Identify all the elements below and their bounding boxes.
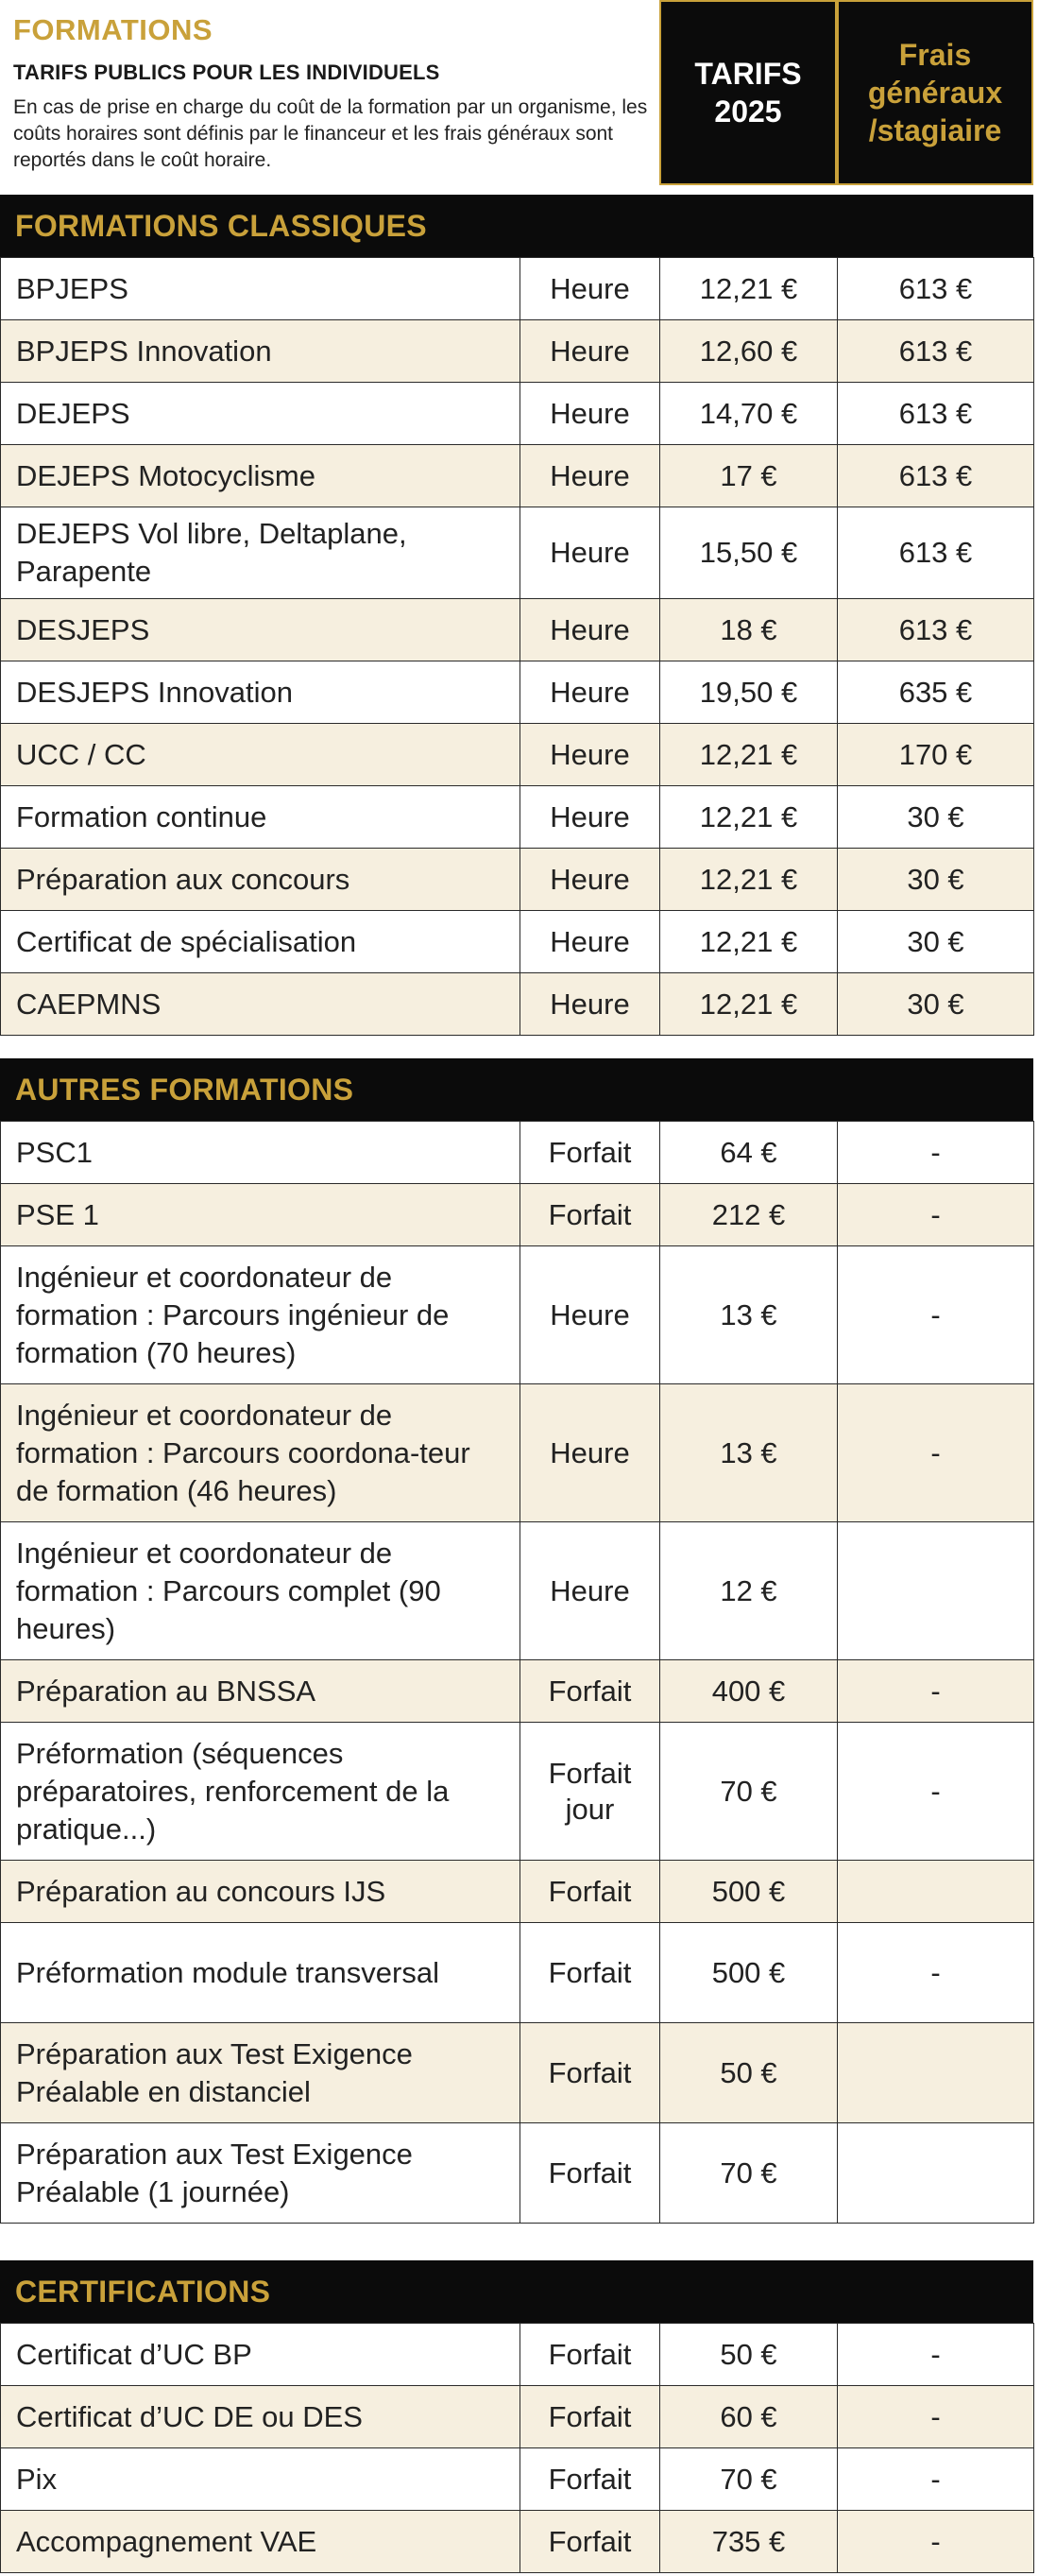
column-header-frais <box>837 0 1033 185</box>
row-name: DEJEPS Vol libre, Deltaplane, Parapente <box>1 507 520 599</box>
page-title: FORMATIONS <box>13 13 213 46</box>
row-name: Certificat d’UC BP <box>1 2324 520 2386</box>
row-fee <box>838 2123 1034 2224</box>
row-fee <box>838 2023 1034 2123</box>
row-name: Ingénieur et coordonateur de formation : Parcours complet (90 heures) <box>1 1522 520 1660</box>
row-unit: Forfait <box>520 2511 660 2573</box>
table-row <box>1 2023 1034 2123</box>
row-price: 12,21 € <box>660 973 838 1036</box>
row-fee: 170 € <box>838 724 1034 786</box>
row-name: Préparation aux concours <box>1 849 520 911</box>
row-price: 12 € <box>660 1522 838 1660</box>
row-price: 12,21 € <box>660 724 838 786</box>
row-price: 13 € <box>660 1246 838 1384</box>
table-row <box>1 724 1034 786</box>
row-name: Certificat de spécialisation <box>1 911 520 973</box>
row-fee: 613 € <box>838 507 1034 599</box>
row-price: 212 € <box>660 1184 838 1246</box>
row-price: 50 € <box>660 2023 838 2123</box>
row-name: Certificat d’UC DE ou DES <box>1 2386 520 2448</box>
table-row <box>1 1923 1034 2023</box>
table-row <box>1 383 1034 445</box>
row-unit: Forfait <box>520 1122 660 1184</box>
row-fee: - <box>838 1122 1034 1184</box>
row-name: UCC / CC <box>1 724 520 786</box>
table-row <box>1 2386 1034 2448</box>
section-certifications <box>0 2260 1033 2573</box>
table-formations-classiques <box>0 257 1034 1036</box>
row-price: 70 € <box>660 1723 838 1861</box>
section-title: CERTIFICATIONS <box>0 2260 1033 2323</box>
row-price: 12,21 € <box>660 849 838 911</box>
row-unit: Heure <box>520 258 660 320</box>
table-row <box>1 1246 1034 1384</box>
row-fee: - <box>838 1723 1034 1861</box>
row-name: Préparation au BNSSA <box>1 1660 520 1723</box>
table-row <box>1 2324 1034 2386</box>
column-header-frais-line3: /stagiaire <box>868 113 1002 147</box>
row-price: 12,60 € <box>660 320 838 383</box>
row-price: 12,21 € <box>660 911 838 973</box>
row-unit: Forfait <box>520 2386 660 2448</box>
row-name: Pix <box>1 2448 520 2511</box>
row-price: 60 € <box>660 2386 838 2448</box>
table-row <box>1 911 1034 973</box>
row-unit: Heure <box>520 507 660 599</box>
row-price: 12,21 € <box>660 786 838 849</box>
row-price: 50 € <box>660 2324 838 2386</box>
row-price: 500 € <box>660 1861 838 1923</box>
row-name: DESJEPS <box>1 599 520 661</box>
row-name: Préformation (séquences préparatoires, renforcement de la pratique...) <box>1 1723 520 1861</box>
row-unit: Heure <box>520 320 660 383</box>
table-row <box>1 258 1034 320</box>
row-name: Préformation module transversal <box>1 1923 520 2023</box>
column-header-tarifs-line1: TARIFS <box>694 57 802 91</box>
row-unit: Heure <box>520 911 660 973</box>
row-name: PSE 1 <box>1 1184 520 1246</box>
row-price: 70 € <box>660 2448 838 2511</box>
table-row <box>1 1184 1034 1246</box>
row-unit: Forfait <box>520 1861 660 1923</box>
row-fee: 635 € <box>838 661 1034 724</box>
table-row <box>1 445 1034 507</box>
page-description: En cas de prise en charge du coût de la formation par un organisme, les coûts horaires sont définis par le financeur et les frais généraux sont reportés dans le coût horaire. <box>13 96 648 171</box>
page-header <box>0 0 1039 185</box>
column-header-frais-line2: généraux <box>867 76 1003 110</box>
table-row <box>1 2448 1034 2511</box>
row-unit: Heure <box>520 1246 660 1384</box>
row-unit: Heure <box>520 1384 660 1522</box>
row-fee: - <box>838 2511 1034 2573</box>
row-fee: 30 € <box>838 911 1034 973</box>
row-unit: Heure <box>520 849 660 911</box>
row-name: Ingénieur et coordonateur de formation : Parcours ingénieur de formation (70 heures) <box>1 1246 520 1384</box>
row-fee: 613 € <box>838 383 1034 445</box>
row-fee: - <box>838 1384 1034 1522</box>
row-price: 18 € <box>660 599 838 661</box>
row-unit: Forfait jour <box>520 1723 660 1861</box>
row-name: CAEPMNS <box>1 973 520 1036</box>
row-name: Accompagnement VAE <box>1 2511 520 2573</box>
row-price: 64 € <box>660 1122 838 1184</box>
table-row <box>1 661 1034 724</box>
column-header-tarifs-line2: 2025 <box>714 94 782 129</box>
column-header-tarifs <box>659 0 837 185</box>
column-header-frais-line1: Frais <box>898 38 972 72</box>
row-name: Formation continue <box>1 786 520 849</box>
page-subtitle: TARIFS PUBLICS POUR LES INDIVIDUELS <box>13 60 440 84</box>
table-row <box>1 1384 1034 1522</box>
row-fee: - <box>838 1184 1034 1246</box>
row-name: BPJEPS Innovation <box>1 320 520 383</box>
row-price: 15,50 € <box>660 507 838 599</box>
row-name: Préparation aux Test Exigence Préalable (1 journée) <box>1 2123 520 2224</box>
row-unit: Heure <box>520 661 660 724</box>
row-price: 12,21 € <box>660 258 838 320</box>
row-name: Préparation au concours IJS <box>1 1861 520 1923</box>
section-title: FORMATIONS CLASSIQUES <box>0 195 1033 257</box>
table-row <box>1 1660 1034 1723</box>
row-unit: Forfait <box>520 1184 660 1246</box>
table-row <box>1 320 1034 383</box>
row-name: PSC1 <box>1 1122 520 1184</box>
row-price: 500 € <box>660 1923 838 2023</box>
row-name: DEJEPS Motocyclisme <box>1 445 520 507</box>
row-unit: Heure <box>520 599 660 661</box>
table-row <box>1 786 1034 849</box>
row-unit: Forfait <box>520 2324 660 2386</box>
table-row <box>1 2511 1034 2573</box>
row-fee: 30 € <box>838 786 1034 849</box>
row-price: 70 € <box>660 2123 838 2224</box>
row-fee: - <box>838 1660 1034 1723</box>
table-row <box>1 1122 1034 1184</box>
table-autres-formations <box>0 1121 1034 2224</box>
row-name: Ingénieur et coordonateur de formation : Parcours coordona-teur de formation (46 heures) <box>1 1384 520 1522</box>
row-fee: 613 € <box>838 445 1034 507</box>
row-fee: - <box>838 2448 1034 2511</box>
row-price: 14,70 € <box>660 383 838 445</box>
row-fee <box>838 1861 1034 1923</box>
row-name: BPJEPS <box>1 258 520 320</box>
row-price: 19,50 € <box>660 661 838 724</box>
row-name: Préparation aux Test Exigence Préalable en distanciel <box>1 2023 520 2123</box>
row-unit: Heure <box>520 724 660 786</box>
row-fee: 613 € <box>838 320 1034 383</box>
row-name: DEJEPS <box>1 383 520 445</box>
row-fee <box>838 1522 1034 1660</box>
row-unit: Heure <box>520 445 660 507</box>
row-fee: 613 € <box>838 599 1034 661</box>
row-price: 13 € <box>660 1384 838 1522</box>
row-unit: Forfait <box>520 2123 660 2224</box>
row-fee: 30 € <box>838 973 1034 1036</box>
row-unit: Heure <box>520 383 660 445</box>
section-autres-formations <box>0 1058 1033 2224</box>
row-fee: 30 € <box>838 849 1034 911</box>
table-row <box>1 849 1034 911</box>
row-fee: 613 € <box>838 258 1034 320</box>
section-title: AUTRES FORMATIONS <box>0 1058 1033 1121</box>
row-price: 735 € <box>660 2511 838 2573</box>
row-unit: Forfait <box>520 2448 660 2511</box>
row-price: 17 € <box>660 445 838 507</box>
table-row <box>1 2123 1034 2224</box>
row-unit: Heure <box>520 1522 660 1660</box>
table-certifications <box>0 2323 1034 2573</box>
row-fee: - <box>838 2324 1034 2386</box>
table-row <box>1 1723 1034 1861</box>
table-row <box>1 599 1034 661</box>
row-unit: Forfait <box>520 1923 660 2023</box>
row-unit: Heure <box>520 786 660 849</box>
row-unit: Heure <box>520 973 660 1036</box>
row-unit: Forfait <box>520 2023 660 2123</box>
row-unit: Forfait <box>520 1660 660 1723</box>
table-row <box>1 507 1034 599</box>
row-fee: - <box>838 2386 1034 2448</box>
row-name: DESJEPS Innovation <box>1 661 520 724</box>
section-formations-classiques <box>0 195 1033 1036</box>
row-fee: - <box>838 1246 1034 1384</box>
table-row <box>1 1522 1034 1660</box>
row-fee: - <box>838 1923 1034 2023</box>
table-row <box>1 1861 1034 1923</box>
header-intro <box>13 13 656 174</box>
row-price: 400 € <box>660 1660 838 1723</box>
table-row <box>1 973 1034 1036</box>
